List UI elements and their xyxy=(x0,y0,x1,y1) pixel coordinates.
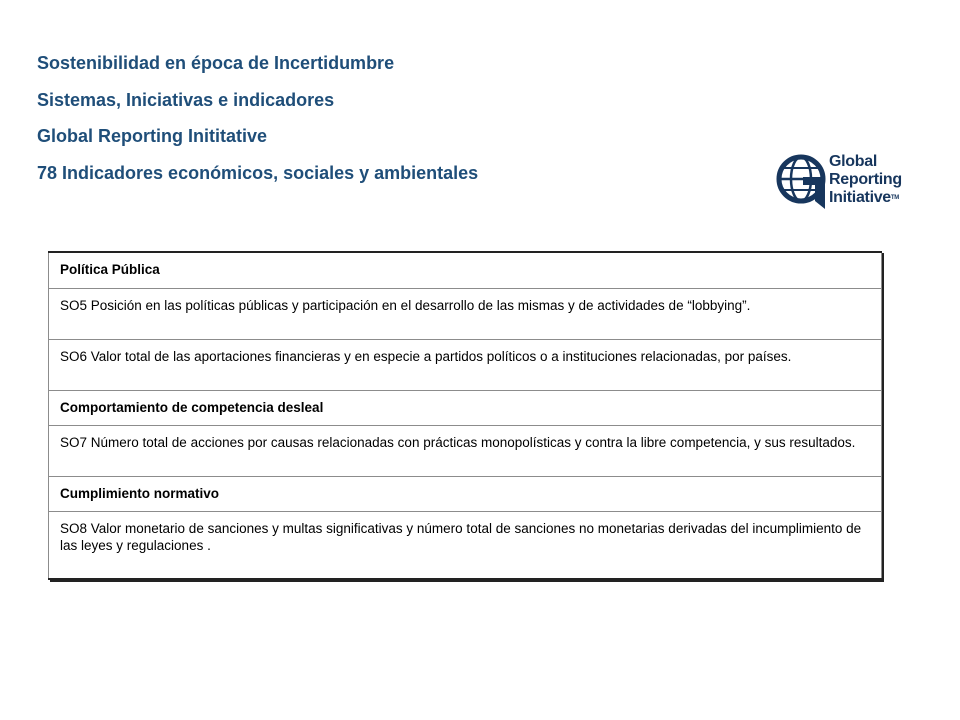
indicator-so7: SO7 Número total de acciones por causas relacionadas con prácticas monopolísticas y contra la libre competencia, y sus resultados. xyxy=(49,426,882,477)
heading-organization: Global Reporting Inititative xyxy=(37,126,268,146)
indicator-so8: SO8 Valor monetario de sanciones y multas significativas y número total de sanciones no monetarias derivadas del incumplimiento de las leyes y regulaciones . xyxy=(49,512,882,580)
section-header-politica-publica: Política Pública xyxy=(49,252,882,289)
logo-line-1: Global xyxy=(829,153,877,170)
logo-trademark: TM xyxy=(890,195,899,201)
table-row xyxy=(49,252,882,289)
logo-line-2: Reporting xyxy=(829,171,902,188)
globe-icon xyxy=(775,149,827,211)
table-row xyxy=(49,289,882,340)
indicator-so5: SO5 Posición en las políticas públicas y participación en el desarrollo de las mismas y de actividades de “lobbying”. xyxy=(49,289,882,340)
table-row xyxy=(49,340,882,391)
heading-title: Sostenibilidad en época de Incertidumbre xyxy=(37,53,395,73)
indicators-table-grid xyxy=(48,251,882,580)
heading-subtitle: Sistemas, Iniciativas e indicadores xyxy=(37,89,335,110)
logo-text xyxy=(829,153,902,207)
section-header-cumplimiento-normativo: Cumplimiento normativo xyxy=(49,477,882,512)
gri-logo xyxy=(775,149,907,213)
heading-indicators: 78 Indicadores económicos, sociales y ambientales xyxy=(37,162,479,183)
indicator-so6: SO6 Valor total de las aportaciones financieras y en especie a partidos políticos o a instituciones relacionadas, por países. xyxy=(49,340,882,391)
table-row xyxy=(49,477,882,512)
table-row xyxy=(49,426,882,477)
slide-headings xyxy=(37,52,478,198)
table-row xyxy=(49,512,882,580)
logo-line-3-text: Initiative xyxy=(829,189,891,206)
table-row xyxy=(49,391,882,426)
indicators-table xyxy=(48,251,882,580)
logo-line-3 xyxy=(829,189,902,207)
section-header-competencia-desleal: Comportamiento de competencia desleal xyxy=(49,391,882,426)
